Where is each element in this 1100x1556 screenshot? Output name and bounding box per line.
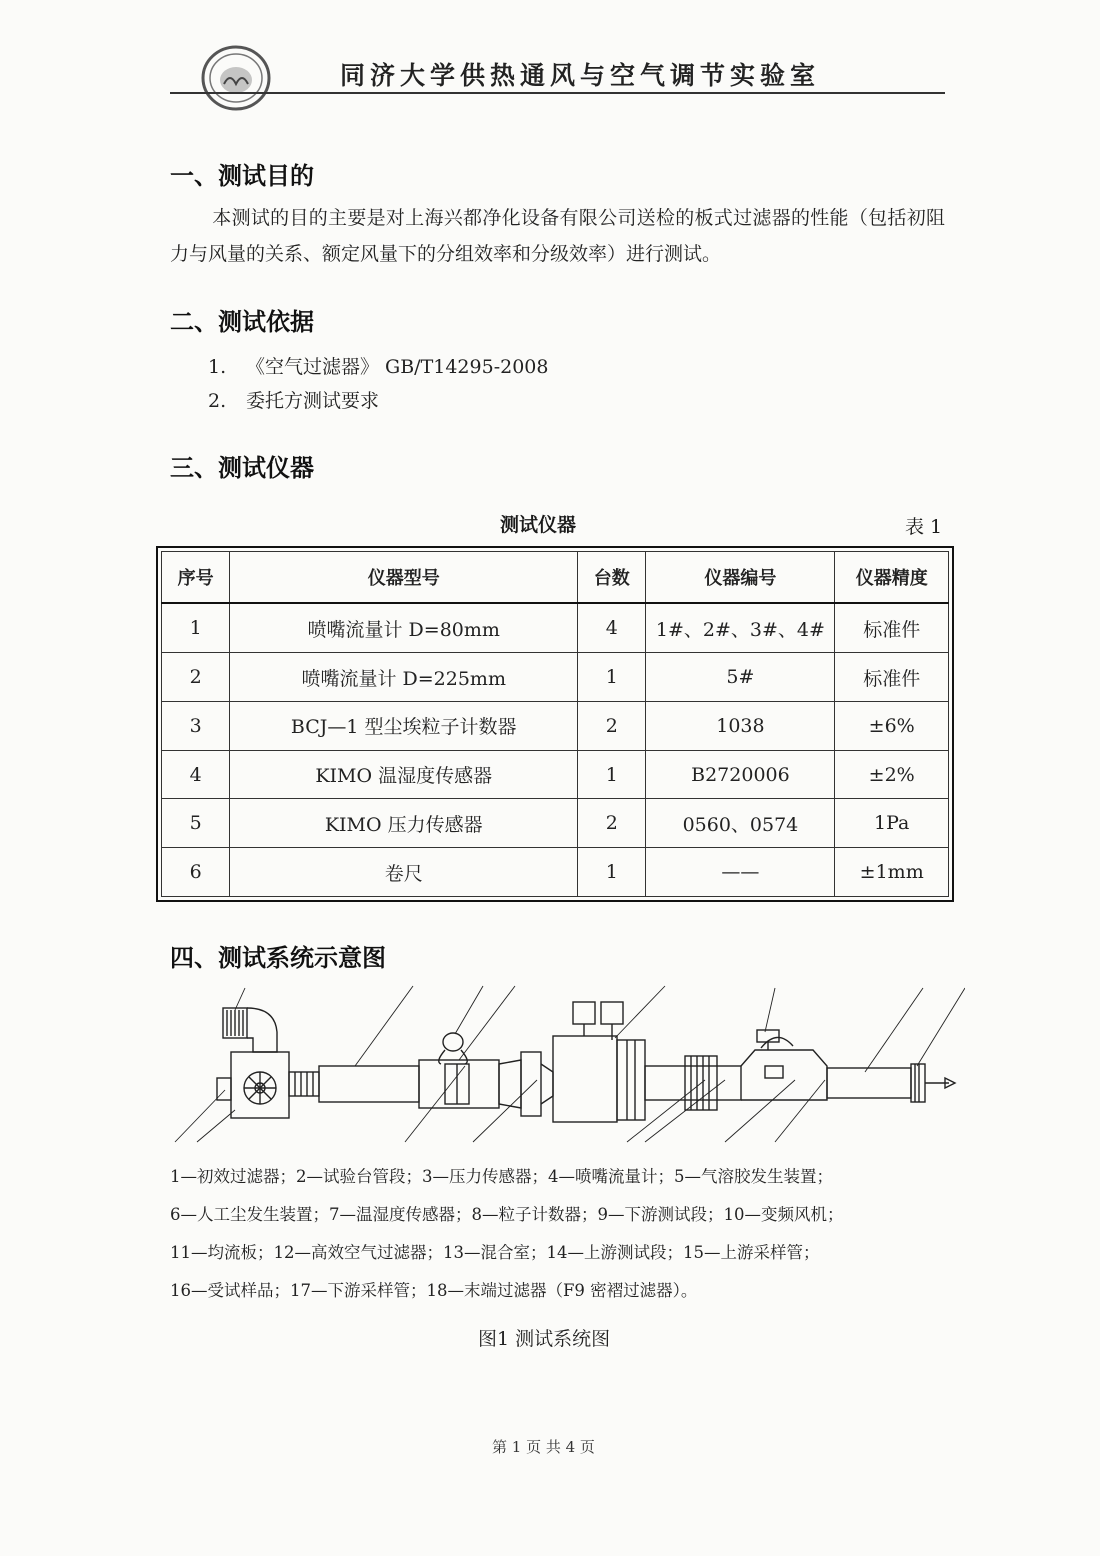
test-section-icon — [645, 1037, 827, 1110]
table-cell: 1Pa — [835, 799, 949, 848]
instrument-table-frame — [156, 546, 954, 902]
lab-name: 同济大学供热通风与空气调节实验室 — [340, 61, 821, 90]
nozzle-flowmeter-icon — [499, 1052, 553, 1116]
purpose-text: 本测试的目的主要是对上海兴都净化设备有限公司送检的板式过滤器的性能（包括初阻力与风量的关系、额定风量下的分组效率和分级效率）进行测试。 — [170, 207, 945, 265]
column-header: 仪器编号 — [646, 552, 835, 604]
figure-caption: 图1 测试系统图 — [478, 1328, 611, 1350]
table-cell: ±6% — [835, 701, 949, 750]
table-row — [162, 653, 949, 702]
diagram-legend — [170, 1158, 960, 1310]
instrument-table — [161, 551, 949, 897]
table-cell: 2 — [162, 653, 230, 702]
university-seal-icon — [200, 44, 272, 112]
legend-line: 1—初效过滤器；2—试验台管段；3—压力传感器；4—喷嘴流量计；5—气溶胶发生装置； — [170, 1167, 833, 1186]
legend-line: 6—人工尘发生装置；7—温湿度传感器；8—粒子计数器；9—下游测试段；10—变频风机； — [170, 1205, 844, 1224]
header-divider — [170, 92, 945, 94]
table-cell: 1 — [578, 750, 646, 799]
table-row — [162, 603, 949, 653]
prefilter-icon — [223, 1008, 277, 1052]
basis-item — [208, 386, 379, 413]
table-cell: 6 — [162, 848, 230, 897]
section-title-instruments: 三、测试仪器 — [170, 454, 314, 482]
table-cell: ±1mm — [835, 848, 949, 897]
table-caption: 测试仪器 — [500, 514, 577, 536]
table-cell: 卷尺 — [230, 848, 578, 897]
table-row — [162, 848, 949, 897]
table-cell: 1#、2#、3#、4# — [646, 603, 835, 653]
section-title-basis: 二、测试依据 — [170, 308, 314, 336]
basis-item-number: 1. — [208, 356, 227, 378]
table-cell: 1 — [578, 653, 646, 702]
table-row — [162, 701, 949, 750]
duct-icon — [289, 1060, 499, 1108]
table-cell: 4 — [162, 750, 230, 799]
table-cell: ±2% — [835, 750, 949, 799]
column-header: 仪器精度 — [835, 552, 949, 604]
table-row — [162, 750, 949, 799]
table-cell: BCJ—1 型尘埃粒子计数器 — [230, 701, 578, 750]
column-header: 序号 — [162, 552, 230, 604]
page-number: 第 1 页 共 4 页 — [492, 1438, 595, 1456]
section-title-purpose: 一、测试目的 — [170, 162, 314, 190]
basis-item-text: 《空气过滤器》 GB/T14295-2008 — [246, 356, 549, 378]
legend-line: 11—均流板；12—高效空气过滤器；13—混合室；14—上游测试段；15—上游采样管； — [170, 1243, 820, 1262]
table-cell: 2 — [578, 799, 646, 848]
basis-item — [208, 352, 548, 379]
table-cell: KIMO 压力传感器 — [230, 799, 578, 848]
test-system-diagram — [165, 980, 965, 1150]
table-cell: 1038 — [646, 701, 835, 750]
table-cell: B2720006 — [646, 750, 835, 799]
table-cell: 喷嘴流量计 D=225mm — [230, 653, 578, 702]
table-cell: 0560、0574 — [646, 799, 835, 848]
table-cell: 2 — [578, 701, 646, 750]
table-cell: 5 — [162, 799, 230, 848]
table-number: 表 1 — [905, 516, 943, 538]
table-header-row — [162, 552, 949, 604]
basis-item-text: 委托方测试要求 — [246, 390, 380, 412]
mixing-chamber-icon — [553, 1036, 645, 1122]
column-header: 台数 — [578, 552, 646, 604]
table-row — [162, 799, 949, 848]
table-cell: KIMO 温湿度传感器 — [230, 750, 578, 799]
aerosol-generator-icon — [573, 1002, 623, 1040]
downstream-duct-icon — [827, 1064, 955, 1102]
table-cell: 1 — [578, 848, 646, 897]
table-cell: 标准件 — [835, 653, 949, 702]
fan-icon — [217, 1052, 289, 1118]
table-cell: 4 — [578, 603, 646, 653]
particle-counter-icon — [757, 1030, 779, 1050]
leader-lines — [175, 986, 965, 1142]
table-cell: 1 — [162, 603, 230, 653]
legend-line: 16—受试样品；17—下游采样管；18—末端过滤器（F9 密褶过滤器）。 — [170, 1281, 698, 1300]
basis-item-number: 2. — [208, 390, 227, 412]
table-cell: 喷嘴流量计 D=80mm — [230, 603, 578, 653]
table-cell: 标准件 — [835, 603, 949, 653]
column-header: 仪器型号 — [230, 552, 578, 604]
table-cell: 5# — [646, 653, 835, 702]
purpose-paragraph — [170, 200, 945, 272]
table-cell: —— — [646, 848, 835, 897]
table-cell: 3 — [162, 701, 230, 750]
section-title-system-diagram: 四、测试系统示意图 — [170, 944, 386, 972]
